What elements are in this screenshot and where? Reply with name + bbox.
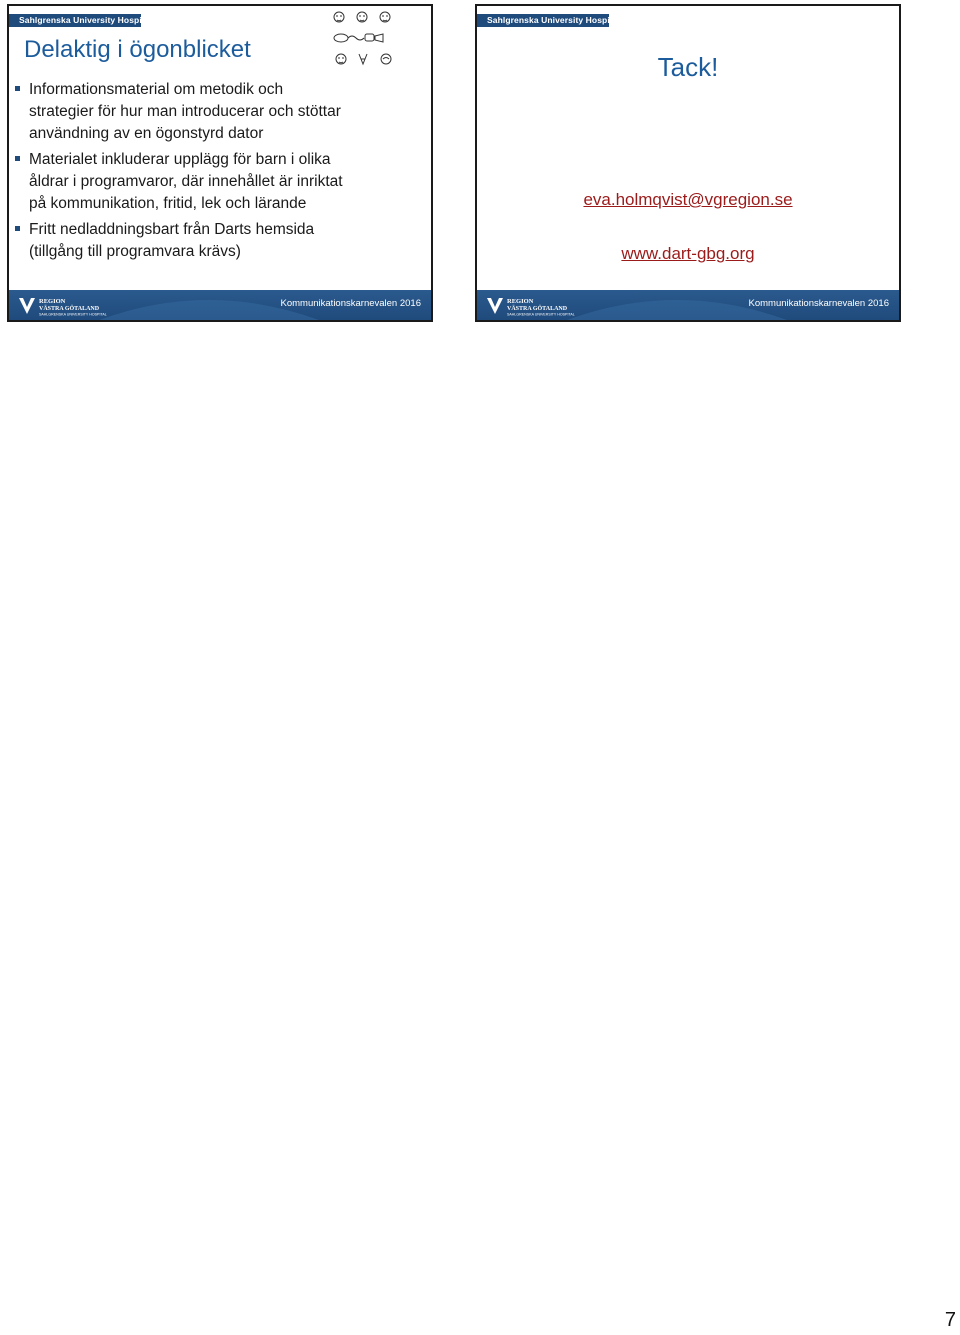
slide-tack [475, 4, 901, 322]
hospital-header-bar: Sahlgrenska University Hospital [9, 14, 141, 27]
logo-line1: REGION [507, 298, 534, 305]
bullet-line: strategier för hur man introducerar och stöttar [29, 103, 341, 120]
slide-footer [9, 290, 431, 320]
bullet-item [15, 149, 425, 215]
bullet-line: Materialet inkluderar upplägg för barn i olika [29, 151, 331, 168]
region-vastra-gotaland-logo [485, 295, 577, 317]
footer-event-text: Kommunikationskarnevalen 2016 [748, 298, 889, 309]
bullet-line: (tillgång till programvara krävs) [29, 243, 241, 260]
slide-title: Delaktig i ögonblicket [24, 36, 251, 63]
bullet-item [15, 219, 425, 263]
bullet-item [15, 79, 425, 145]
bullet-line: användning av en ögonstyrd dator [29, 125, 264, 142]
logo-line3: SAHLGRENSKA UNIVERSITY HOSPITAL [39, 312, 107, 317]
bullet-line: Informationsmaterial om metodik och [29, 81, 284, 98]
page-number: 7 [944, 1309, 956, 1331]
bullet-square-icon [15, 156, 20, 161]
logo-line1: REGION [39, 298, 66, 305]
bullet-square-icon [15, 86, 20, 91]
footer-event-text: Kommunikationskarnevalen 2016 [280, 298, 421, 309]
bullet-line: Fritt nedladdningsbart från Darts hemsida [29, 221, 315, 238]
logo-line2: VÄSTRA GÖTALAND [507, 306, 568, 312]
children-drawings-icon [331, 8, 397, 68]
bullet-list [15, 79, 425, 267]
bullet-square-icon [15, 226, 20, 231]
email-link[interactable]: eva.holmqvist@vgregion.se [583, 190, 793, 209]
slide-delaktig [7, 4, 433, 322]
slide-footer [477, 290, 899, 320]
hospital-header-bar: Sahlgrenska University Hospital [477, 14, 609, 27]
region-vastra-gotaland-logo [17, 295, 109, 317]
website-link[interactable]: www.dart-gbg.org [621, 244, 755, 263]
bullet-line: åldrar i programvaror, där innehållet är inriktat [29, 173, 343, 190]
logo-line3: SAHLGRENSKA UNIVERSITY HOSPITAL [507, 312, 575, 317]
slide-title: Tack! [657, 52, 719, 82]
bullet-line: på kommunikation, fritid, lek och lärande [29, 195, 307, 212]
logo-line2: VÄSTRA GÖTALAND [39, 306, 100, 312]
